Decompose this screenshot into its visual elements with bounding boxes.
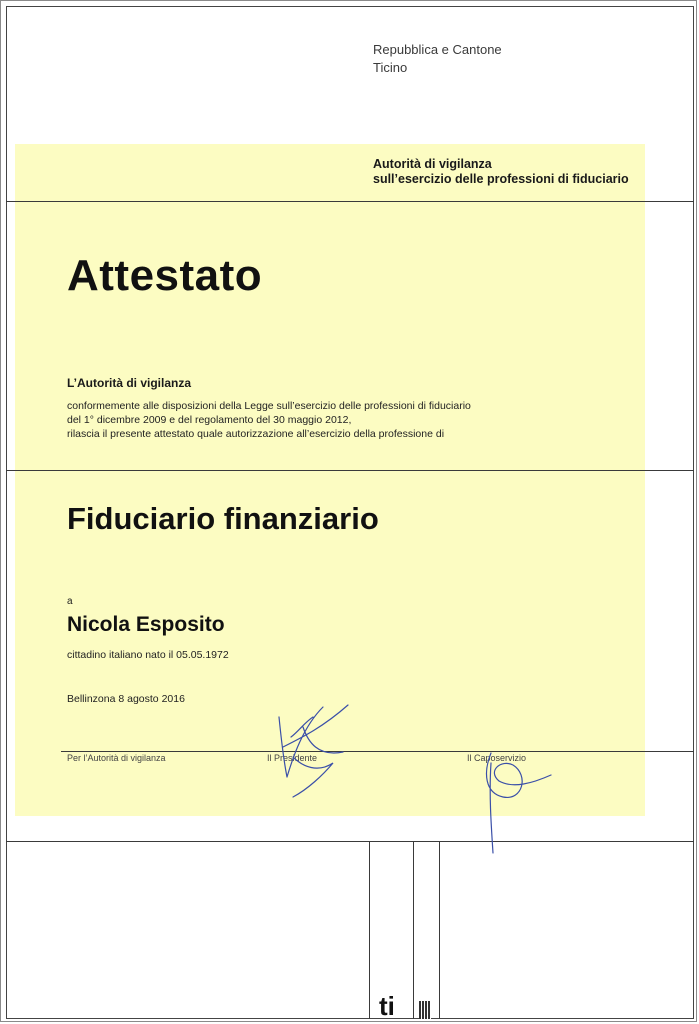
place-date: Bellinzona 8 agosto 2016 (67, 693, 185, 705)
authority-sign-label: Per l’Autorità di vigilanza (67, 753, 166, 763)
authority-line-1: Autorità di vigilanza (373, 157, 492, 171)
header-rule (6, 201, 694, 202)
profession-top-rule (6, 470, 694, 471)
logo-vrule-3 (439, 841, 440, 1019)
authority-line-2: sull’esercizio delle professioni di fiduciario (373, 172, 629, 186)
president-sign-label: Il Presidente (267, 753, 318, 763)
certificate-body (67, 399, 507, 441)
signature-rule (61, 751, 694, 752)
body-line-2: del 1° dicembre 2009 e del regolamento del 30 maggio 2012, (67, 414, 352, 426)
preposition: a (67, 596, 73, 607)
authority-heading (373, 157, 629, 187)
logo-vrule-1 (369, 841, 370, 1019)
holder-name: Nicola Esposito (67, 613, 225, 636)
republic-line-2: Ticino (373, 60, 408, 75)
holder-citizenship: cittadino italiano nato il 05.05.1972 (67, 649, 229, 661)
head-sign-label: Il Caposervizio (467, 753, 527, 763)
republic-line-1: Repubblica e Cantone (373, 42, 502, 57)
canton-logo: ti (379, 991, 395, 1021)
body-line-3: rilascia il presente attestato quale autorizzazione all’esercizio della professione di (67, 428, 445, 440)
body-line-1: conformemente alle disposizioni della Legge sull’esercizio delle professioni di fiduciario (67, 400, 471, 412)
certificate-title: Attestato (67, 251, 263, 300)
logo-vrule-2 (413, 841, 414, 1019)
head-signature (473, 723, 573, 859)
logo-grid-icon (419, 1001, 431, 1019)
republic-heading (373, 41, 502, 77)
bottom-rule (6, 841, 694, 842)
authority-label: L’Autorità di vigilanza (67, 376, 192, 390)
profession-title: Fiduciario finanziario (67, 501, 379, 536)
president-signature (263, 697, 363, 801)
